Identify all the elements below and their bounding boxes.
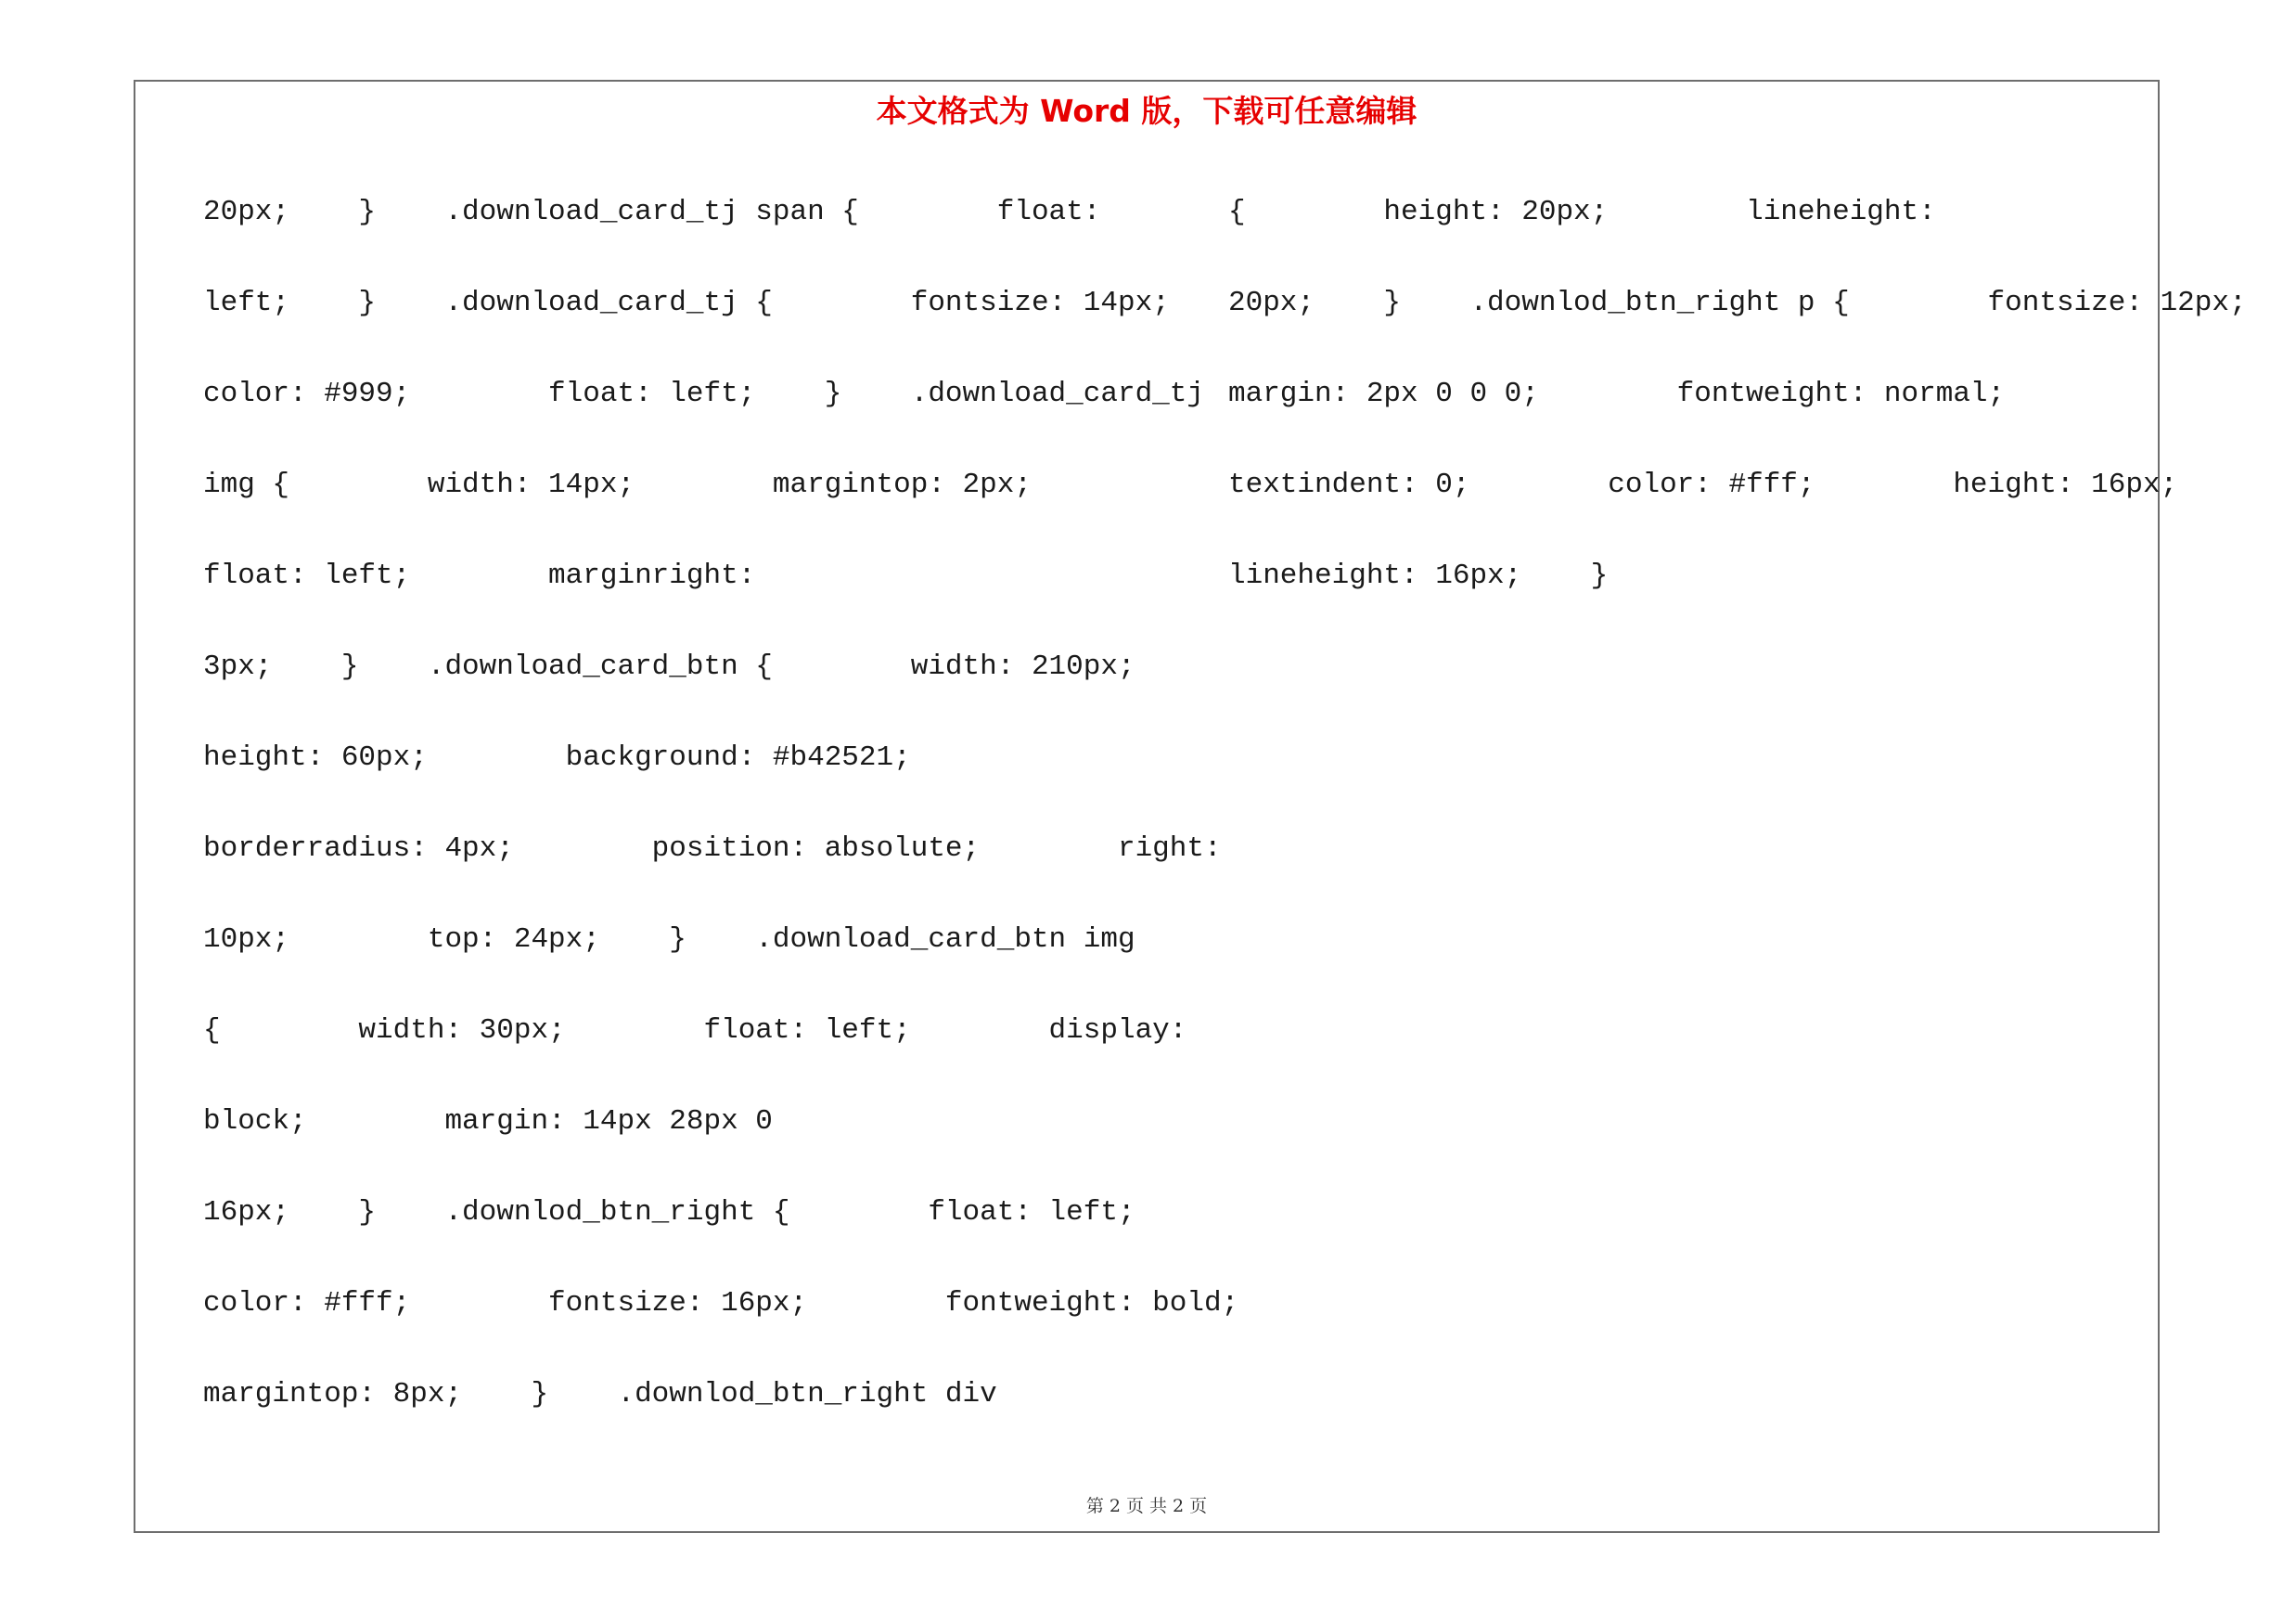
text-line: color: #fff; fontsize: 16px; fontweight: bold; bbox=[203, 1287, 1239, 1320]
text-line: 10px; top: 24px; } .download_card_btn img bbox=[203, 923, 1135, 956]
text-line: 16px; } .downlod_btn_right { float: left; bbox=[203, 1196, 1135, 1229]
right-text-column bbox=[1228, 182, 2247, 637]
text-line: borderradius: 4px; position: absolute; right: bbox=[203, 832, 1222, 865]
header-banner: 本文格式为 Word 版，下载可任意编辑 bbox=[876, 93, 1417, 129]
text-line: height: 60px; background: #b42521; bbox=[203, 741, 911, 774]
text-line: lineheight: 16px; } bbox=[1228, 560, 1609, 592]
page-number-footer: 第 2 页 共 2 页 bbox=[1085, 1496, 1208, 1516]
text-line: left; } .download_card_tj { fontsize: 14px; bbox=[203, 287, 1170, 319]
left-text-column bbox=[203, 182, 1239, 1455]
text-line: { height: 20px; lineheight: bbox=[1228, 196, 1936, 228]
text-line: 20px; } .download_card_tj span { float: bbox=[203, 196, 1101, 228]
text-line: img { width: 14px; margintop: 2px; bbox=[203, 469, 1032, 501]
text-line: float: left; marginright: bbox=[203, 560, 756, 592]
text-line: 20px; } .downlod_btn_right p { fontsize: 12px; bbox=[1228, 287, 2247, 319]
text-line: textindent: 0; color: #fff; height: 16px; bbox=[1228, 469, 2178, 501]
text-line: margin: 2px 0 0 0; fontweight: normal; bbox=[1228, 378, 2006, 410]
text-line: { width: 30px; float: left; display: bbox=[203, 1014, 1187, 1047]
text-line: margintop: 8px; } .downlod_btn_right div bbox=[203, 1378, 997, 1410]
text-line: block; margin: 14px 28px 0 bbox=[203, 1105, 773, 1138]
text-line: color: #999; float: left; } .download_card_tj bbox=[203, 378, 1204, 410]
text-line: 3px; } .download_card_btn { width: 210px; bbox=[203, 650, 1135, 683]
